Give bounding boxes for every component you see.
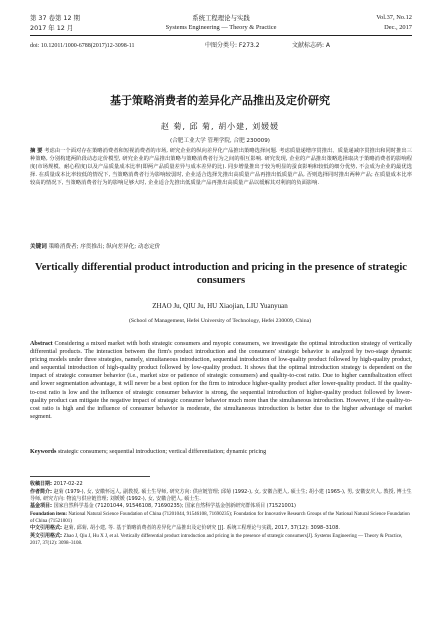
affiliation-en: (School of Management, Hefei University of Technology, Hefei 230009, China) [128,318,312,324]
clc-number: 中图分类号: F273.2 [205,42,260,49]
footnote-funding-cn: 基金项目: 国家自然科学基金 (71201044, 91546108, 71690235); 国家自然科学基金创新研究群体项目 (71521001) [30,503,297,510]
keywords-cn-text: 策略消费者; 序贯推出; 纵向差异化; 动态定价 [48,244,161,250]
journal-volume-cn: 第 37 卷第 12 期 [30,14,80,22]
abstract-en-text: Considering a mixed market with both strategic consumers and myopic consumers, we investigate the optimal introduction strategy of vertically differential products. The interaction between the firm's product introduction and the consumers' strategic behavior is analyzed by two-stage dynamic pricing models under three strategies, namely, simultaneous introduction, sequential introduction of low-quality product followed by high-quality product, and sequential introduction of high-quality product followed by low-quality product. It shows that the optimal introduction strategy is dependent on the impact of strategic consumer behavior (i.e., market size or patience of strategic consumers) and quality-to-cost ratio. Due to higher cannibalization effect and lower segmentation advantage, it will never be a best option for the firm to introduce higher-quality product after lower-quality product. If the quality-to-cost ratio is low and the influence of strategic consumer behavior is strong, the sequential introduction of higher-quality product followed by lower-quality product can mitigate the negative impact of strategic consumer behavior much more than the simultaneous introduction. However, if the quality-to-cost ratio is high and the influence of consumer behavior is moderate, the simultaneous introduction is better due to the higher advantage of market segment. [30,341,412,420]
footnote-citation-cn: 中文引用格式: 赵菊, 邱菊, 胡小建, 等. 基于策略消费者的差异化产品推出及定价研究 [J]. 系统工程理论与实践, 2017, 37(12): 3098–3108. [30,525,340,532]
abstract-en-label: Abstract [30,341,53,347]
keywords-en-label: Keywords [30,449,57,455]
footnotes [30,481,412,548]
title-cn: 基于策略消费者的差异化产品推出及定价研究 [110,94,330,107]
footnote-rule [30,476,150,477]
title-en: Vertically differential product introduction and pricing in the presence of strategic consumers [35,262,407,286]
keywords-cn [30,242,412,250]
authors-en: ZHAO Ju, QIU Ju, HU Xiaojian, LIU Yuanyuan [152,302,288,310]
abstract-cn [30,148,412,188]
doi-text: doi: 10.12011/1000-6788(2017)12-3098-11 [30,43,135,49]
journal-name-cn: 系统工程理论与实践 [192,14,250,22]
footnote-citation-en: 英文引用格式: Zhao J, Qiu J, Hu X J, et al. Vertically differential product introduction and pricing in the presence of strategic consumers[J]. Systems Engineering — Theory & Practice, 2017, 37(12): 3098–3108. [30,532,403,546]
keywords-en [30,448,412,456]
abstract-en [30,340,412,421]
footnote-author-bio: 作者简介: 赵菊 (1979-), 女, 安徽怀远人, 副教授, 硕士生导师, 研究方向: 供应链管理; 邱菊 (1992-), 女, 安徽合肥人, 硕士生; 胡小建 (1965-), 男, 安徽安庆人, 教授, 博士生导师, 研究方向: 物流与供应链管理; 刘媛媛 (1992-), 女, 安徽合肥人, 硕士生. [30,488,412,502]
document-code: 文献标志码: A [292,42,331,49]
journal-name-en: Systems Engineering — Theory & Practice [165,24,277,31]
issue-date-cn: 2017 年 12 月 [30,24,74,32]
issue-date-en: Dec., 2017 [384,24,412,31]
journal-volume-en: Vol.37, No.12 [376,14,412,21]
header-rule [30,35,412,36]
abstract-cn-text: 考虑由一个面对存在策略消费者和短视消费者的市场, 研究企业的纵向差异化产品推出策略选择问题. 考虑质量递增序贯推出、质量递减序贯推出和同时推出三种策略, 分别构建两阶段动态定价模型, 研究企业的产品推出策略与策略消费者行为之间的相互影响. 研究发现, 企业的产品推出策略选择取决于策略消费者的影响程度(市场规模、耐心程度)以及产品质量成本比率(即两产品质量差异与成本差异的比). 同步增量推出于较为明显的蚕食影响和较低的细分优势, 不会成为企业的最优选择. 在质量成本比率较低的情况下, 当策略消费者行为影响较弱时, 企业适合选择先推出高质量产品再推出低质量产品, 否则选择同时推出两种产品; 在质量成本比率较高的情况下, 当策略消费者行为的影响足够大时, 企业适合先推出低质量产品再推出高质量产品以缓解其对利润的负面影响. [30,148,412,186]
footnote-funding-en: Foundation item: National Natural Science Foundation of China (71201044, 91546108, 71690235); Foundation for Innovative Research Groups of the National Natural Science Foundation of China (71521001) [30,511,410,524]
keywords-en-text: strategic consumers; sequential introduction; vertical differentiation; dynamic pricing [57,449,267,455]
footnote-received: 收稿日期: 2017-02-22 [30,481,83,487]
affiliation-cn: (合肥工业大学 管理学院, 合肥 230009) [170,138,270,144]
abstract-cn-label: 摘 要 [30,148,43,154]
authors-cn: 赵 菊, 邱 菊, 胡小建, 刘媛媛 [160,122,280,131]
keywords-cn-label: 关键词 [30,244,47,250]
